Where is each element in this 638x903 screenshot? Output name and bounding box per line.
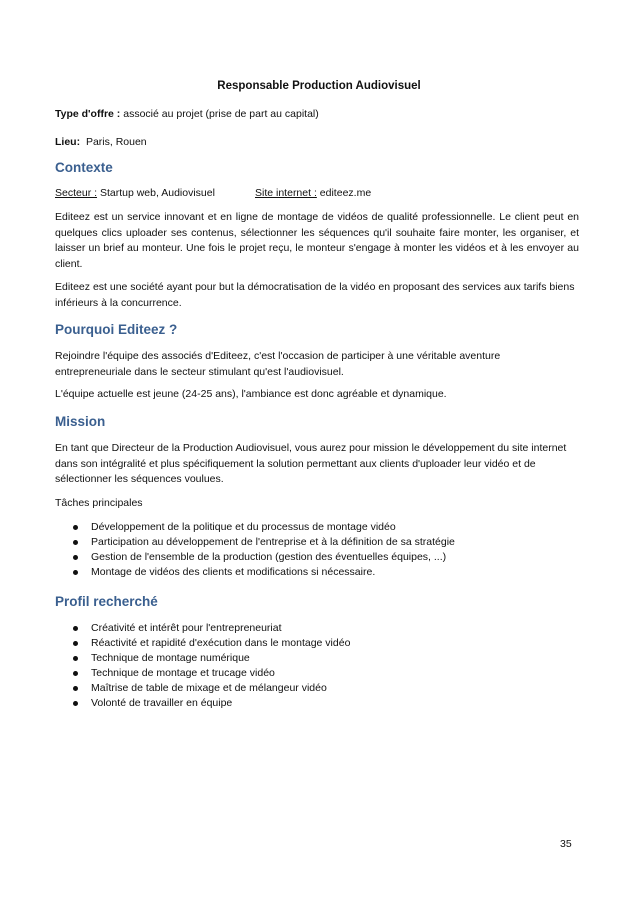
list-item bbox=[55, 550, 455, 565]
tasks-list bbox=[55, 520, 455, 580]
list-item-text: Montage de vidéos des clients et modifications si nécessaire. bbox=[91, 566, 376, 578]
location-label: Lieu: bbox=[55, 136, 81, 148]
location-value: Paris, Rouen bbox=[85, 136, 147, 148]
list-item-text: Réactivité et rapidité d'exécution dans le montage vidéo bbox=[91, 637, 351, 649]
bullet-icon bbox=[73, 540, 78, 545]
offer-type-label: Type d'offre : bbox=[55, 108, 121, 120]
bullet-icon bbox=[73, 641, 78, 646]
bullet-icon bbox=[73, 570, 78, 575]
site-group bbox=[255, 186, 371, 201]
location-line bbox=[55, 135, 147, 150]
document-title: Responsable Production Audiovisuel bbox=[217, 80, 421, 92]
bullet-icon bbox=[73, 671, 78, 676]
site-value: editeez.me bbox=[319, 187, 372, 199]
tasks-label: Tâches principales bbox=[55, 497, 143, 509]
bullet-icon bbox=[73, 656, 78, 661]
list-item-text: Maîtrise de table de mixage et de mélangeur vidéo bbox=[91, 682, 327, 694]
bullet-icon bbox=[73, 626, 78, 631]
list-item-text: Volonté de travailler en équipe bbox=[91, 697, 233, 709]
mission-paragraph: En tant que Directeur de la Production Audiovisuel, vous aurez pour mission le développement du site internet dans son intégralité et plus spécifiquement la solution permettant aux clients d'uploader leur vidéo et de sélectionner les séquences voulues. bbox=[55, 442, 567, 485]
list-item-text: Participation au développement de l'entreprise et à la définition de sa stratégie bbox=[91, 536, 455, 548]
list-item bbox=[55, 565, 455, 580]
list-item bbox=[55, 535, 455, 550]
sector-site-line bbox=[55, 186, 583, 201]
list-item-text: Gestion de l'ensemble de la production (gestion des éventuelles équipes, ...) bbox=[91, 551, 447, 563]
section-heading-mission: Mission bbox=[55, 414, 106, 429]
section-heading-pourquoi: Pourquoi Editeez ? bbox=[55, 322, 178, 337]
list-item bbox=[55, 651, 350, 666]
list-item bbox=[55, 520, 455, 535]
list-item bbox=[55, 666, 350, 681]
section-heading-contexte: Contexte bbox=[55, 160, 113, 175]
bullet-icon bbox=[73, 555, 78, 560]
list-item bbox=[55, 621, 350, 636]
contexte-paragraph-1: Editeez est un service innovant et en ligne de montage de vidéos de qualité professionnelle. Le client peut en quelques clics uploader ses contenus, sélectionner les séquences qu'il souhaite faire monter, les organiser, et laisser un brief au monteur. Une fois le projet reçu, le monteur s'engage à monter les vidéos et à les envoyer au client. bbox=[55, 211, 579, 270]
offer-type-value: associé au projet (prise de part au capital) bbox=[123, 108, 319, 120]
list-item-text: Développement de la politique et du processus de montage vidéo bbox=[91, 521, 396, 533]
pourquoi-paragraph-1: Rejoindre l'équipe des associés d'Editeez, c'est l'occasion de participer à une véritable aventure entrepreneuriale dans le secteur stimulant qu'est l'audiovisuel. bbox=[55, 350, 501, 378]
list-item-text: Créativité et intérêt pour l'entrepreneuriat bbox=[91, 622, 282, 634]
site-label: Site internet : bbox=[255, 187, 317, 199]
page-number: 35 bbox=[560, 838, 572, 850]
list-item-text: Technique de montage numérique bbox=[91, 652, 250, 664]
list-item-text: Technique de montage et trucage vidéo bbox=[91, 667, 275, 679]
list-item bbox=[55, 636, 350, 651]
section-heading-profil: Profil recherché bbox=[55, 594, 158, 609]
profile-list bbox=[55, 621, 350, 711]
list-item bbox=[55, 696, 350, 711]
bullet-icon bbox=[73, 701, 78, 706]
list-item bbox=[55, 681, 350, 696]
bullet-icon bbox=[73, 525, 78, 530]
bullet-icon bbox=[73, 686, 78, 691]
pourquoi-paragraph-2: L'équipe actuelle est jeune (24-25 ans), l'ambiance est donc agréable et dynamique. bbox=[55, 388, 447, 400]
sector-value: Startup web, Audiovisuel bbox=[99, 187, 215, 199]
contexte-paragraph-2: Editeez est une société ayant pour but la démocratisation de la vidéo en proposant des services aux tarifs biens inférieurs à la concurrence. bbox=[55, 281, 575, 309]
offer-type-line bbox=[55, 107, 319, 122]
sector-label: Secteur : bbox=[55, 187, 98, 199]
